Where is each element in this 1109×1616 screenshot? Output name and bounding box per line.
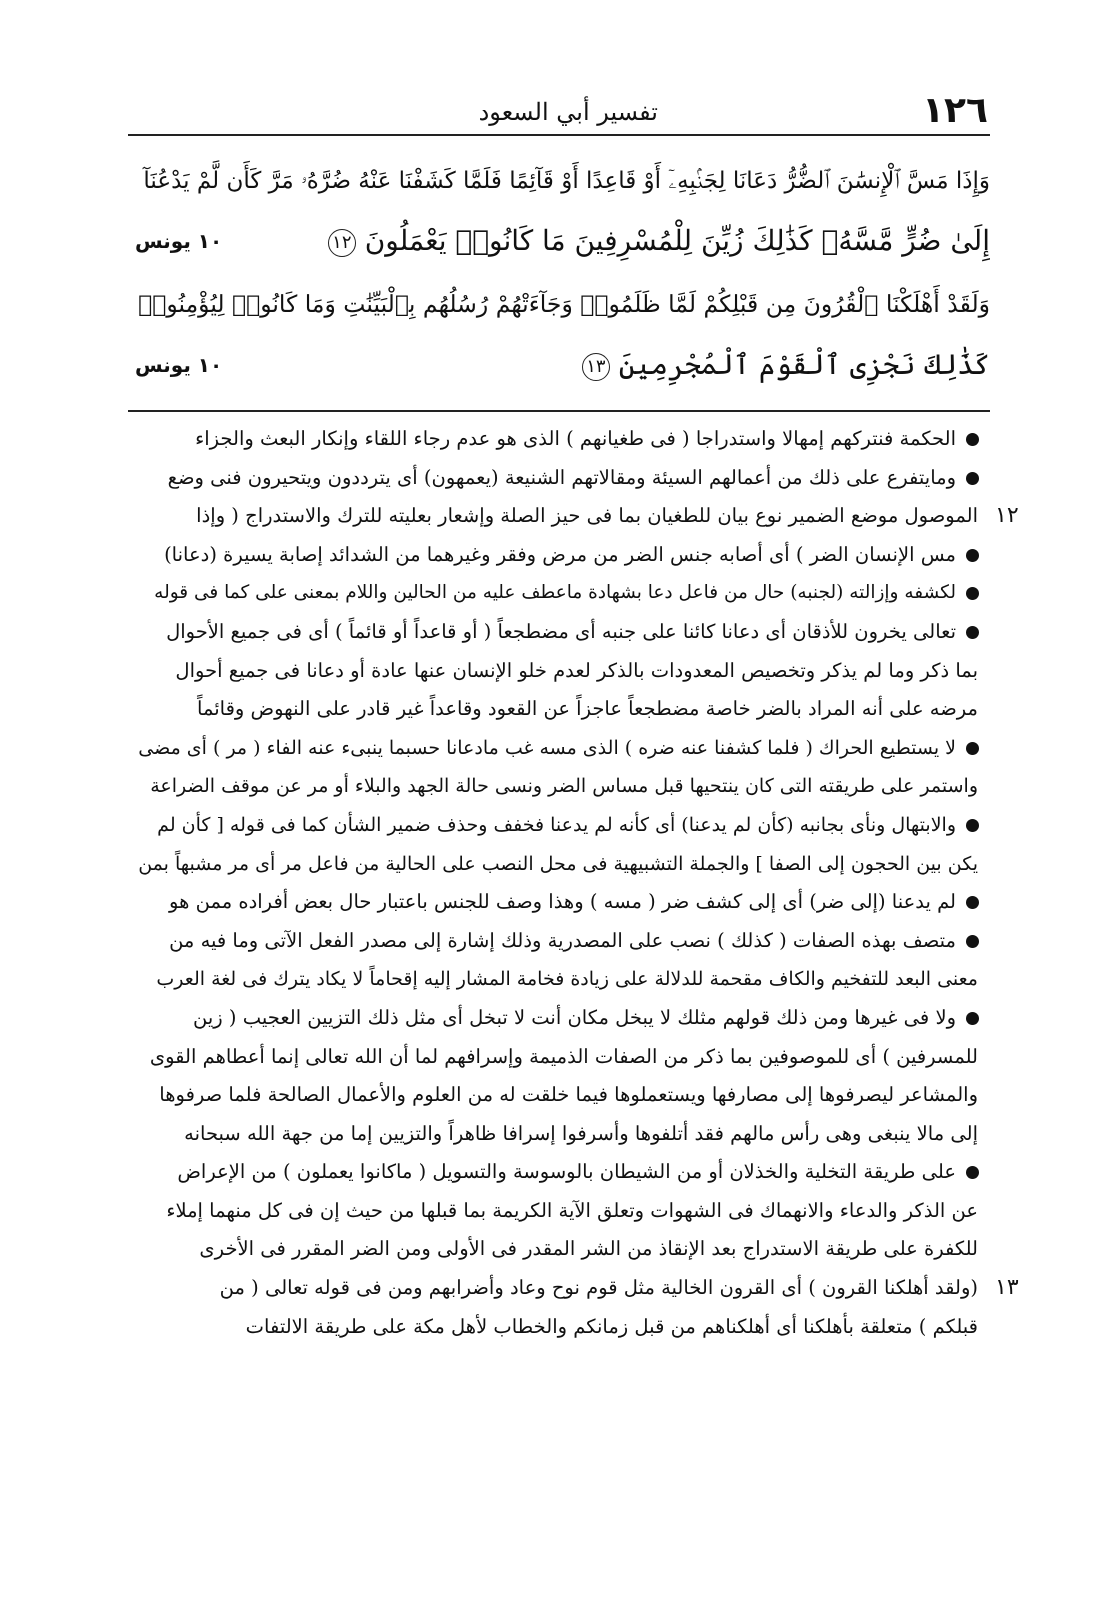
running-title: تفسير أبي السعود [478,98,658,126]
bullet-icon [966,819,979,832]
commentary-text: تعالى يخرون للأذقان أى دعانا كائنا على جنبه أى مضطجعاً ( أو قاعداً أو قائماً ) أى فى جميع الأحوال [166,619,956,643]
commentary-text: للمسرفين ) أى للموصوفين بما ذكر من الصفات الذميمة وإسرافهم لما أن الله تعالى إنما أعطاهم القوى [149,1044,978,1068]
commentary-text: الحكمة فنتركهم إمهالا واستدراجا ( فى طغيانهم ) الذى هو عدم رجاء اللقاء وإنكار البعث والجزاء [195,427,956,450]
commentary-text: عن الذكر والدعاء والانهماك فى الشهوات وتعلق الآية الكريمة بما قبلها من حيث إن فى كل منهما إملاء [166,1198,978,1222]
verse-line [135,210,990,272]
verse-line [135,148,990,210]
commentary-text: للكفرة على طريقة الاستدراج بعد الإنقاذ من الشر المقدر فى الأولى ومن الضر المقرر فى الأخرى [199,1237,978,1261]
commentary-text: واستمر على طريقته التى كان ينتحيها قبل مساس الضر ونسى حالة الجهد والبلاء أو مر عن موقف الضراعة [150,775,978,798]
verse-line [135,334,990,396]
verse-text: وَلَقَدْ أَهْلَكْنَا ٱلْقُرُونَ مِن قَبْلِكُمْ لَمَّا ظَلَمُوا۟ وَجَآءَتْهُمْ رُسُلُهُم بِٱلْبَيِّنَٰتِ وَمَا كَانُوا۟ لِيُؤْمِنُوا۟ [138,290,990,318]
ayah-number-mark: ١٣ [582,353,610,381]
commentary-line [0,536,1109,575]
commentary-text: والمشاعر ليصرفوها إلى مصارفها ويستعملوها فيما خلقت له من العلوم والأعمال الصالحة فلما صرفوها [159,1083,978,1107]
commentary-text: بما ذكر وما لم يذكر وتخصيص المعدودات بالذكر لعدم خلو الإنسان عنها عادة أو دعانا فى جميع أحوال [175,658,978,682]
commentary-line [0,574,1109,613]
commentary-line [0,459,1109,498]
bullet-icon [966,1012,979,1025]
commentary-text: لا يستطيع الحراك ( فلما كشفنا عنه ضره ) الذى مسه غب مادعانا حسبما ينبىء عنه الفاء ( مر ) أى مضى [138,736,956,759]
bullet-icon [966,587,979,600]
commentary-line [0,1230,1109,1269]
verses-rule [128,410,990,412]
commentary-line [0,690,1109,729]
commentary-text: لم يدعنا (إلى ضر) أى إلى كشف ضر ( مسه ) وهذا وصف للجنس باعتبار حال بعض أفراده ممن هو [169,890,956,914]
commentary-line [0,420,1109,459]
surah-reference: ١٠ يونس [135,353,223,377]
commentary-line [0,1076,1109,1115]
commentary-text: لكشفه وإزالته (لجنبه) حال من فاعل دعا بشهادة ماعطف عليه من الحالين واللام بمعنى على كما فى قوله [154,582,956,604]
commentary-line [0,1269,1109,1308]
commentary-line [0,652,1109,691]
commentary-line [0,613,1109,652]
commentary-line [0,960,1109,999]
commentary-text: مس الإنسان الضر ) أى أصابه جنس الضر من مرض وفقر وغيرهما من الشدائد إصابة يسيرة (دعانا) [164,542,956,566]
commentary-line [0,729,1109,768]
verse-text: كَذَٰلِكَ نَجْزِى ٱلْقَوْمَ ٱلْمُجْرِمِينَ [618,348,990,381]
commentary-text: يكن بين الحجون إلى الصفا ] والجملة التشبيهية فى محل النصب على الحالية من فاعل مر أى مر مشبهاً بمن [138,852,978,875]
commentary-line [0,999,1109,1038]
bullet-icon [966,433,979,446]
commentary [0,420,1109,1346]
commentary-text: متصف بهذه الصفات ( كذلك ) نصب على المصدرية وذلك إشارة إلى مصدر الفعل الآتى وما فيه من [169,928,956,952]
verse-text: وَإِذَا مَسَّ ٱلْإِنسَٰنَ ٱلضُّرُّ دَعَانَا لِجَنۢبِهِۦٓ أَوْ قَاعِدًا أَوْ قَآئِمًا فَلَمَّا كَشَفْنَا عَنْهُ ضُرَّهُۥ مَرَّ كَأَن لَّمْ يَدْعُنَآ [143,168,990,194]
surah-reference: ١٠ يونس [135,229,223,253]
commentary-text: ولا فى غيرها ومن ذلك قولهم مثلك لا يبخل مكان أنت لا تبخل أى مثل ذلك التزيين العجيب ( زين [193,1005,956,1029]
commentary-text: قبلكم ) متعلقة بأهلكنا أى أهلكناهم من قبل زمانكم والخطاب لأهل مكة على طريقة الالتفات [245,1314,978,1338]
commentary-text: مرضه على أنه المراد بالضر خاصة مضطجعاً عاجزاً عن القعود وقاعداً غير قادر على النهوض وقائماً [197,697,978,721]
ayah-number-mark: ١٢ [328,229,356,257]
commentary-line [0,1153,1109,1192]
bullet-icon [966,472,979,485]
bullet-icon [966,935,979,948]
verse-margin-number: ١٢ [995,503,1019,529]
commentary-line [0,922,1109,961]
commentary-line [0,1115,1109,1154]
bullet-icon [966,549,979,562]
verse-margin-number: ١٣ [995,1275,1019,1301]
commentary-line [0,1308,1109,1347]
bullet-icon [966,626,979,639]
commentary-text: إلى مالا ينبغى وهى رأس مالهم فقد أتلفوها وأسرفوا إسرافا ظاهراً والتزيين إما من جهة الله سبحانه [184,1121,978,1145]
commentary-text: الموصول موضع الضمير نوع بيان للطغيان بما فى حيز الصلة وإشعار بعليته للترك والاستدراج ( وإذا [196,504,978,528]
commentary-line [0,497,1109,536]
commentary-line [0,845,1109,884]
commentary-line [0,1192,1109,1231]
verse-line [135,272,990,334]
commentary-text: (ولقد أهلكنا القرون ) أى القرون الخالية مثل قوم نوح وعاد وأضرابهم ومن فى قوله تعالى ( من [219,1276,978,1300]
commentary-line [0,1038,1109,1077]
commentary-text: والابتهال ونأى بجانبه (كأن لم يدعنا) أى كأنه لم يدعنا فخفف وحذف ضمير الشأن كما فى قوله [ كأن لم [157,813,956,836]
commentary-text: على طريقة التخلية والخذلان أو من الشيطان بالوسوسة والتسويل ( ماكانوا يعملون ) من الإعراض [177,1160,956,1184]
commentary-text: معنى البعد للتفخيم والكاف مقحمة للدلالة على زيادة فخامة المشار إليه إقحاماً لا يكاد يترك فى لغة العرب [156,968,978,991]
quran-verses [135,148,990,396]
bullet-icon [966,1166,979,1179]
commentary-line [0,767,1109,806]
commentary-line [0,806,1109,845]
page-number: ١٢٦ [922,90,988,131]
bullet-icon [966,896,979,909]
commentary-text: ومايتفرع على ذلك من أعمالهم السيئة ومقالاتهم الشنيعة (يعمهون) أى يترددون ويتحيرون فنى وضع [167,465,956,489]
bullet-icon [966,742,979,755]
verse-text: إِلَىٰ ضُرٍّ مَّسَّهُۥ كَذَٰلِكَ زُيِّنَ لِلْمُسْرِفِينَ مَا كَانُوا۟ يَعْمَلُونَ [364,224,990,257]
commentary-line [0,883,1109,922]
page-header [128,88,988,136]
header-rule [128,134,990,136]
